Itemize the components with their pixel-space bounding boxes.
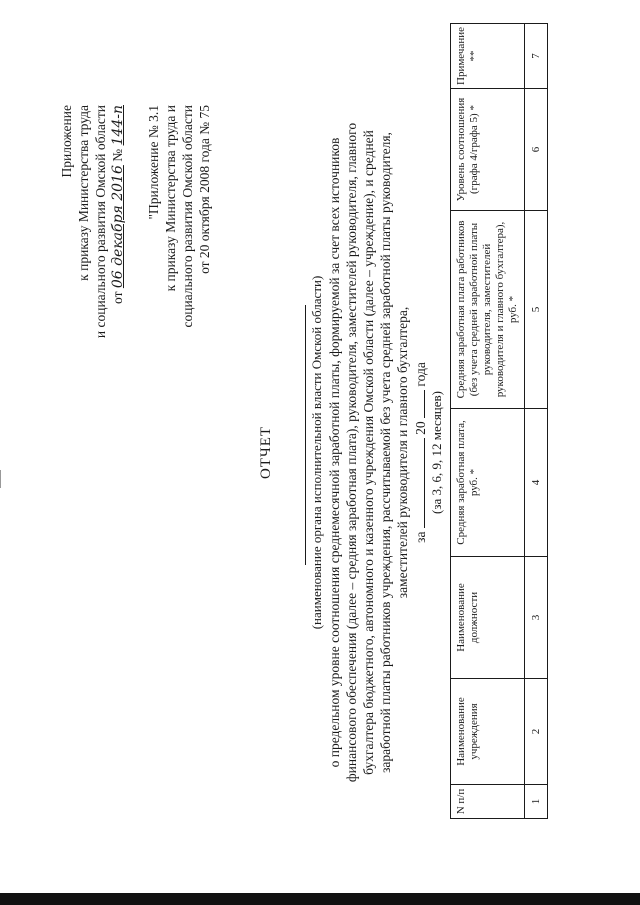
annex-old-line-4: от 20 октября 2008 года № 75 [197,105,212,274]
col-header-position: Наименование должности [451,557,525,679]
column-number-cell: 5 [525,211,548,409]
report-table [450,23,548,819]
annex-line-2: к приказу Министерства труда [76,105,91,281]
col-header-avg-salary-workers: Средняя заработная плата работников (без учета средней заработной платы руководителя, заместителей руководителя и главного бухгалтера), руб. * [451,211,525,409]
paragraph-line-1: о предельном уровне соотношения среднемесячной заработной платы, формируемой за счет всех источников [327,137,342,768]
column-number-cell: 4 [525,409,548,557]
col-header-number: N п/п [451,785,525,819]
col-header-avg-salary: Средняя заработная плата, руб. * [451,409,525,557]
col-header-note: Примечание ** [451,24,525,89]
column-number-cell: 1 [525,785,548,819]
org-caption: (наименование органа исполнительной власти Омской области) [309,275,324,630]
table-row-column-numbers [525,24,548,819]
paragraph-line-3: бухгалтера бюджетного, автономного и казенного учреждения Омской области (далее – учреждение), и средней [361,130,376,775]
column-number-cell: 3 [525,557,548,679]
paragraph-line-2: финансового обеспечения (далее – средняя заработная плата), руководителя, заместителей руководителя, главного [344,122,359,783]
annex-old-line-2: к приказу Министерства труда и [163,105,178,292]
handwritten-number: 144-п [110,105,126,146]
scan-speck [0,470,1,488]
table-header-row [451,24,525,819]
period-caption: (за 3, 6, 9, 12 месяцев) [429,391,444,514]
org-name-line [305,305,306,565]
period-prefix: за [413,531,428,543]
annex-date-prefix: от [110,291,125,304]
annex-old-line-3: социального развития Омской области [180,105,195,328]
annex-old-block [145,105,213,328]
column-number-cell: 2 [525,679,548,785]
annex-old-line-1: "Приложение № 3.1 [146,105,161,220]
paragraph-line-4: заработной платы работников учреждения, рассчитываемой без учета средней заработной платы руководителя, [378,132,393,773]
document-title: ОТЧЕТ [258,425,274,480]
annex-block [58,105,127,338]
annex-line-4 [109,105,127,338]
period-line [412,0,429,905]
paragraph-line-5: заместителей руководителя и главного бухгалтера, [395,306,410,599]
annex-line-3: и социального развития Омской области [93,105,108,339]
period-year-prefix: 20 [413,421,428,435]
column-number-cell: 6 [525,89,548,211]
column-number-cell: 7 [525,24,548,89]
period-suffix: года [413,362,428,387]
col-header-ratio: Уровень соотношения (графа 4/графа 5) * [451,89,525,211]
annex-line-1: Приложение [59,105,74,178]
annex-number-sign: № [110,148,125,162]
handwritten-date: 06 декабря 2016 [110,165,126,289]
col-header-institution: Наименование учреждения [451,679,525,785]
scan-border [0,893,640,905]
